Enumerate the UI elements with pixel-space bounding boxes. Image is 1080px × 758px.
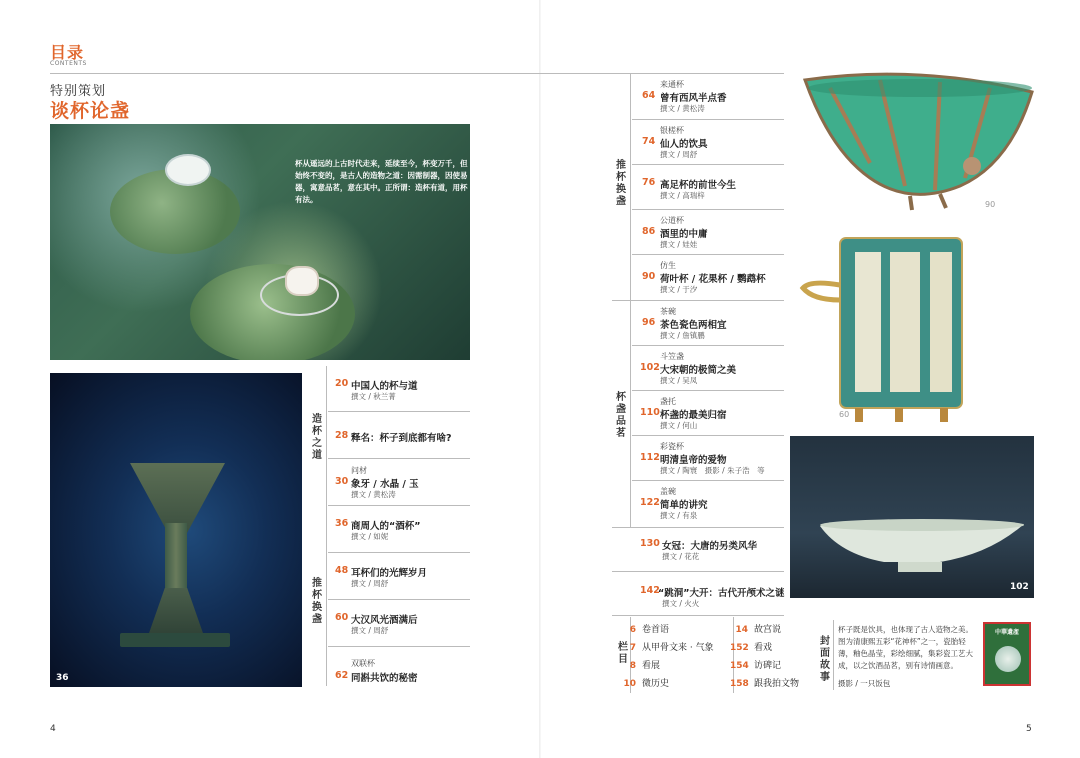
entry-title: 大宋朝的极简之美 [660, 365, 737, 376]
entry-title: 明清皇帝的爱物 [660, 455, 727, 466]
entry-category: 盖碗 [660, 487, 676, 496]
entry-title: 象牙 / 水晶 / 玉 [351, 479, 419, 490]
column-title: 看戏 [754, 643, 773, 653]
entry-category: 银槎杯 [660, 126, 684, 135]
entry-title: 同斟共饮的秘密 [351, 673, 418, 684]
entry-author: 撰文 / 周舒 [660, 150, 698, 159]
cover-rule [833, 620, 834, 690]
entry-author: 撰文 / 娃娃 [660, 240, 698, 249]
cover-thumb-cup [995, 646, 1021, 672]
entry-author: 撰文 / 黄松涛 [660, 104, 705, 113]
entry-page: 86 [642, 226, 656, 237]
entry-author: 撰文 / 陶寰 摄影 / 朱子浩 等 [660, 466, 765, 475]
entry-author: 撰文 / 有泉 [660, 511, 698, 520]
column-title: 微历史 [642, 679, 670, 689]
entry-category: 彩瓷杯 [660, 442, 684, 451]
column-item[interactable] [618, 622, 669, 635]
entry-page: 110 [640, 407, 660, 418]
column-title: 故宫说 [754, 625, 782, 635]
section-divider [612, 527, 784, 528]
column-item[interactable] [618, 658, 660, 671]
entry-author: 撰文 / 黄松涛 [351, 490, 396, 499]
entry-divider [328, 505, 470, 506]
special-intro: 杯从遥远的上古时代走来，延续至今，杯变万千，但始终不变的，是古人的造物之道：因需制器，因使易器，寓意品茗，意在其中。正所谓：造杯有道，用杯有法。 [295, 159, 468, 204]
entry-title: 耳杯们的光辉岁月 [351, 568, 428, 579]
entry-divider [632, 209, 784, 210]
entry-page: 20 [335, 378, 349, 389]
entry-title: 茶色瓷色两相宜 [660, 320, 727, 331]
entry-author: 撰文 / 秋兰菁 [351, 392, 396, 401]
column-title: 从甲骨文来 · 气象 [642, 643, 714, 653]
celadon-bowl-photo [790, 436, 1034, 598]
cover-thumb-title: 中華遺產 [994, 629, 1019, 636]
entry-divider [328, 646, 470, 647]
right-toc-top-rule [612, 73, 784, 74]
entry-author: 撰文 / 吴凤 [660, 376, 698, 385]
column-item[interactable] [618, 640, 714, 653]
entry-page: 60 [335, 612, 349, 623]
entry-author: 撰文 / 高瑞梓 [660, 191, 705, 200]
entry-category: 来通杯 [660, 80, 684, 89]
entry-divider [632, 254, 784, 255]
column-item[interactable] [730, 658, 781, 671]
entry-title: 荷叶杯 / 花果杯 / 鹦鹉杯 [660, 274, 766, 285]
section-label-beizhan: 杯盏品茗 [616, 392, 626, 439]
entry-category: 斗笠盏 [660, 352, 684, 361]
column-page: 152 [730, 643, 749, 653]
entry-title: 商周人的“酒杯” [351, 521, 421, 532]
gu-foot [148, 588, 204, 636]
entry-page: 76 [642, 177, 656, 188]
magazine-cover-thumbnail[interactable] [983, 622, 1031, 686]
lotus-cup-photo [800, 68, 1036, 214]
special-label: 特别策划 [50, 84, 107, 99]
photo-label-bowl: 102 [1010, 582, 1029, 592]
page-fold [539, 0, 541, 758]
column-title: 跟我拍文物 [754, 679, 800, 689]
entry-divider [632, 345, 784, 346]
entry-divider [632, 435, 784, 436]
entry-divider [328, 411, 470, 412]
entry-page: 102 [640, 362, 660, 373]
column-item[interactable] [618, 676, 669, 689]
photo-label-gu: 36 [56, 673, 69, 683]
column-title: 访碑记 [754, 661, 782, 671]
entry-title: 杯盏的最美归宿 [660, 410, 727, 421]
entry-divider [328, 458, 470, 459]
column-title: 卷首语 [642, 625, 670, 635]
header-rule [50, 73, 612, 74]
section-divider [612, 571, 784, 572]
entry-category: 双联杯 [351, 659, 375, 668]
column-item[interactable] [730, 676, 799, 689]
cover-credit: 摄影 / 一只饭包 [838, 679, 891, 688]
entry-title: 简单的讲究 [660, 500, 708, 511]
entry-category: 问材 [351, 466, 367, 475]
entry-title: 中国人的杯与道 [351, 381, 418, 392]
entry-page: 62 [335, 670, 349, 681]
page-number-left: 4 [50, 724, 56, 734]
entry-title: 仙人的饮具 [660, 139, 708, 150]
section-label-columns: 栏目 [618, 642, 628, 665]
column-item[interactable] [730, 640, 772, 653]
tea-cup-2 [285, 266, 319, 296]
entry-page: 36 [335, 518, 349, 529]
entry-page: 142 [640, 585, 660, 596]
entry-author: 撰文 / 于汐 [660, 285, 698, 294]
entry-author: 撰文 / 周舒 [351, 579, 389, 588]
entry-page: 96 [642, 317, 656, 328]
cover-story-text: 杯子既是饮具，也体现了古人造物之美。图为清康熙五彩“花神杯”之一，瓷胎轻薄，釉色晶莹，彩绘细腻，集彩瓷工艺大成，以之饮酒品茗，别有诗情画意。 [838, 625, 973, 670]
entry-page: 90 [642, 271, 656, 282]
entry-page: 64 [642, 90, 656, 101]
bronze-gu-photo [50, 373, 302, 687]
entry-author: 撰文 / 何山 [660, 421, 698, 430]
entry-category: 茶碗 [660, 307, 676, 316]
entry-category: 盏托 [660, 397, 676, 406]
entry-divider [632, 164, 784, 165]
entry-author: 撰文 / 火火 [662, 599, 700, 608]
left-toc-rule [326, 366, 327, 686]
entry-divider [328, 599, 470, 600]
entry-page: 74 [642, 136, 656, 147]
entry-title: 释名：杯子到底都有啥? [351, 433, 452, 444]
page-number-right: 5 [1026, 724, 1032, 734]
photo-label-cup2: 60 [839, 410, 850, 419]
entry-title: 女冠：大唐的另类风华 [662, 541, 758, 552]
entry-title: 酒里的中庸 [660, 229, 708, 240]
entry-category: 公道杯 [660, 216, 684, 225]
contents-title: 目录 [50, 43, 85, 62]
column-page: 154 [730, 661, 749, 671]
entry-author: 撰文 / 如妮 [351, 532, 389, 541]
entry-title: 曾有西风半点香 [660, 93, 727, 104]
entry-author: 撰文 / 花花 [662, 552, 700, 561]
entry-page: 30 [335, 476, 349, 487]
entry-author: 撰文 / 周舒 [351, 626, 389, 635]
entry-divider [632, 390, 784, 391]
special-title: 谈杯论盏 [50, 100, 131, 122]
column-title: 看展 [642, 661, 661, 671]
entry-divider [632, 480, 784, 481]
section-label-zaobei: 造杯之道 [312, 414, 322, 461]
entry-title: 高足杯的前世今生 [660, 180, 737, 191]
section-divider [612, 615, 784, 616]
section-label-tuibei-right: 推杯换盏 [616, 160, 626, 207]
entry-divider [328, 552, 470, 553]
section-label-cover: 封面故事 [820, 636, 830, 683]
photo-label-cup1: 90 [985, 200, 996, 209]
section-label-tuibei-left: 推杯换盏 [312, 578, 322, 625]
entry-title: “跳洞”大开：古代开颅术之谜 [658, 588, 785, 599]
entry-divider [632, 119, 784, 120]
column-page: 14 [735, 625, 748, 635]
column-page: 8 [629, 661, 636, 671]
entry-page: 48 [335, 565, 349, 576]
tea-cup-1 [165, 154, 211, 186]
contents-subtitle: CONTENTS [50, 60, 87, 67]
column-item[interactable] [730, 622, 781, 635]
column-page: 10 [623, 679, 636, 689]
entry-page: 130 [640, 538, 660, 549]
section-divider [612, 300, 784, 301]
entry-page: 28 [335, 430, 349, 441]
entry-page: 122 [640, 497, 660, 508]
entry-title: 大汉风光酒满后 [351, 615, 418, 626]
entry-category: 仿生 [660, 261, 676, 270]
column-page: 7 [629, 643, 636, 653]
column-page: 158 [730, 679, 749, 689]
entry-page: 112 [640, 452, 660, 463]
hero-photo-tea-cups [50, 124, 470, 360]
gu-base [120, 633, 230, 647]
cloisonne-cup-photo [795, 230, 970, 430]
column-page: 6 [629, 625, 636, 635]
entry-author: 撰文 / 詹镇鹏 [660, 331, 705, 340]
